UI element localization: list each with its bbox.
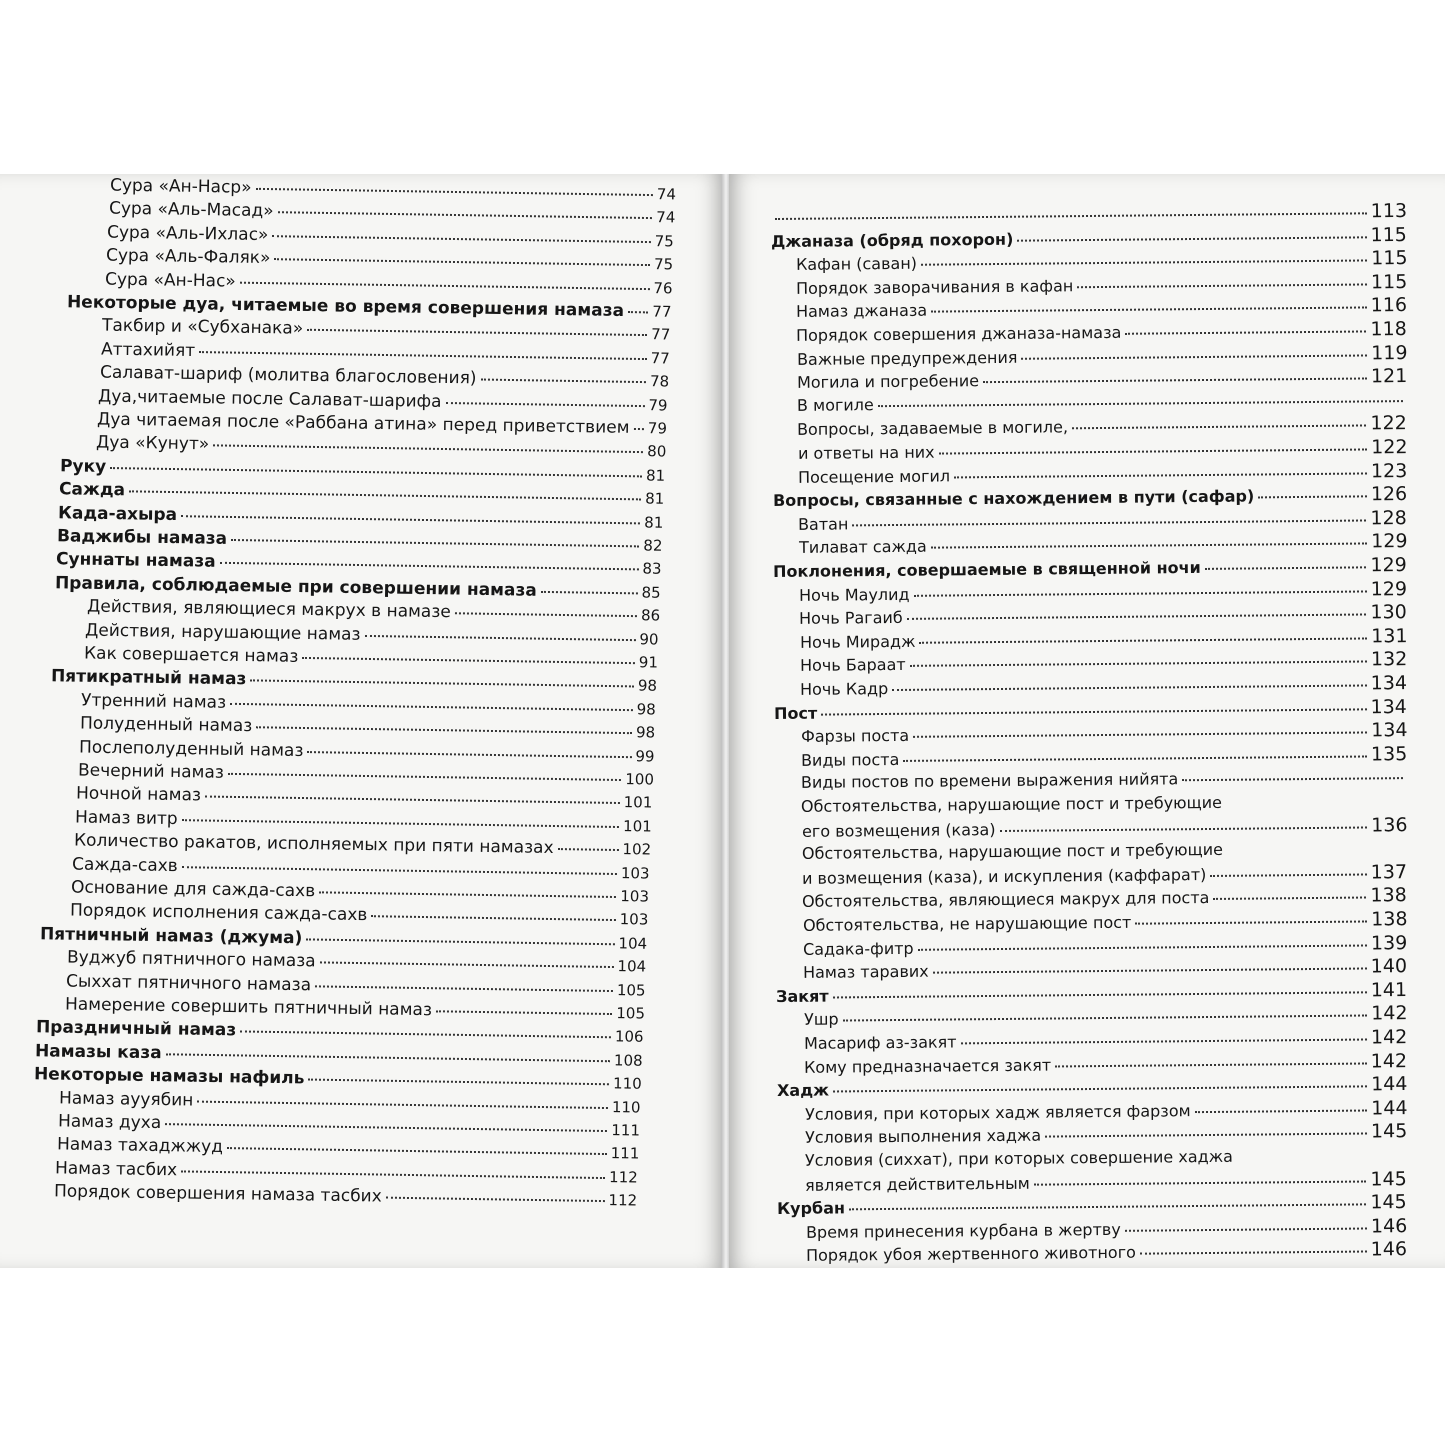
- toc-entry-page: 139: [1370, 931, 1408, 955]
- toc-entry-title: Намаз таравих: [802, 961, 929, 983]
- toc-leader-dots: [1126, 330, 1367, 334]
- toc-leader-dots: [480, 379, 646, 384]
- toc-entry-title: Вуджуб пятничного намаза: [66, 947, 316, 972]
- toc-leader-dots: [849, 1204, 1366, 1211]
- toc-leader-dots: [319, 891, 616, 898]
- toc-leader-dots: [1018, 236, 1367, 241]
- toc-leader-dots: [435, 1010, 611, 1015]
- toc-entry-title: Обстоятельства, нарушающие пост и требующие: [801, 840, 1223, 864]
- right-page: [729, 174, 1445, 1268]
- toc-entry-title: Сура «Ан-Нас»: [104, 269, 236, 292]
- toc-entry-page: 121: [1370, 365, 1408, 388]
- toc-leader-dots: [1210, 873, 1366, 877]
- toc-leader-dots: [315, 985, 613, 992]
- toc-entry-title: Тилават сажда: [798, 537, 927, 558]
- toc-entry-title: Пятикратный намаз: [50, 666, 247, 690]
- toc-entry-title: Ночной намаз: [76, 783, 202, 806]
- toc-entry-title: Порядок совершения джаназа-намаза: [796, 322, 1122, 345]
- toc-entry-title: Условия выполнения хаджа: [804, 1126, 1041, 1148]
- toc-leader-dots: [230, 703, 633, 711]
- toc-entry-title: является действительным: [805, 1173, 1031, 1195]
- toc-entry-page: 115: [1370, 247, 1408, 270]
- toc-leader-dots: [307, 751, 631, 758]
- toc-leader-dots: [386, 1197, 605, 1202]
- toc-leader-dots: [842, 1015, 1367, 1022]
- toc-entry-page: 103: [620, 887, 650, 906]
- toc-entry-title: Действия, нарушающие намаз: [85, 620, 362, 645]
- toc-entry-title: Посещение могил: [797, 466, 950, 487]
- toc-entry-title: В могиле: [796, 394, 874, 415]
- toc-leader-dots: [371, 916, 615, 922]
- toc-leader-dots: [250, 680, 634, 688]
- toc-entry-page: 105: [616, 980, 646, 1000]
- toc-entry-title: Суннаты намаза: [55, 549, 216, 573]
- toc-leader-dots: [256, 188, 653, 196]
- toc-leader-dots: [446, 402, 645, 407]
- toc-leader-dots: [227, 1147, 607, 1155]
- toc-entry-page: 82: [643, 536, 663, 555]
- toc-leader-dots: [633, 428, 643, 430]
- toc-leader-dots: [1045, 1133, 1367, 1138]
- toc-leader-dots: [181, 515, 640, 524]
- toc-leader-dots: [921, 260, 1367, 266]
- toc-entry-page: 106: [614, 1027, 644, 1047]
- left-toc: [0, 174, 723, 1268]
- toc-leader-dots: [1072, 425, 1366, 430]
- toc-entry-title: Руку: [59, 456, 107, 477]
- toc-entry-title: Условия (сиххат), при которых совершение хаджа: [804, 1146, 1233, 1170]
- left-page: [0, 174, 723, 1268]
- toc-entry-page: 122: [1370, 412, 1408, 435]
- toc-entry-title: Порядок заворачивания в кафан: [795, 276, 1074, 298]
- toc-entry-page: 110: [612, 1097, 641, 1117]
- toc-entry-title: Некоторые намазы нафиль: [33, 1064, 305, 1089]
- toc-leader-dots: [256, 726, 632, 734]
- toc-leader-dots: [1077, 283, 1367, 288]
- toc-entry-page: 77: [651, 325, 671, 344]
- toc-entry-page: 77: [650, 348, 670, 368]
- toc-entry-page: 79: [647, 419, 668, 438]
- toc-entry-title: Дуа «Кунут»: [95, 432, 210, 455]
- toc-entry-title: Утренний намаз: [81, 690, 227, 713]
- toc-leader-dots: [909, 661, 1366, 667]
- toc-entry-page: 102: [621, 840, 651, 859]
- toc-entry-title: Праздничный намаз: [35, 1017, 237, 1041]
- toc-entry-title: Такбир и «Субханака»: [102, 315, 304, 340]
- toc-entry-page: 130: [1370, 601, 1408, 624]
- toc-entry-title: Ночь Кадр: [799, 679, 889, 699]
- toc-entry-page: 134: [1370, 672, 1408, 695]
- toc-entry-title: Намаз духа: [57, 1111, 162, 1134]
- toc-leader-dots: [306, 938, 614, 945]
- toc-entry-title: Намаз тасбих: [55, 1158, 178, 1181]
- toc-leader-dots: [983, 378, 1367, 384]
- toc-leader-dots: [960, 1038, 1366, 1044]
- toc-leader-dots: [821, 708, 1366, 715]
- toc-entry-page: 104: [617, 957, 647, 976]
- toc-entry-page: 146: [1370, 1214, 1408, 1238]
- toc-entry-title: Основание для сажда-сахв: [70, 877, 316, 902]
- toc-entry-title: Важные предупреждения: [796, 347, 1018, 369]
- toc-leader-dots: [454, 612, 636, 617]
- toc-entry: [806, 1238, 1407, 1268]
- toc-entry-title: Ночь Рагаиб: [799, 608, 904, 629]
- toc-leader-dots: [1125, 1227, 1367, 1231]
- toc-entry-title: Салават-шариф (молитва благословения): [99, 362, 477, 389]
- toc-entry-title: Вечерний намаз: [77, 760, 224, 783]
- toc-entry-page: 142: [1370, 1026, 1408, 1049]
- toc-entry-title: Послеполуденный намаз: [78, 737, 304, 761]
- toc-entry-page: 146: [1370, 1238, 1408, 1261]
- toc-entry-page: 131: [1370, 624, 1408, 648]
- toc-leader-dots: [919, 637, 1367, 643]
- toc-entry-page: 103: [619, 910, 649, 929]
- toc-entry-page: 83: [642, 559, 662, 579]
- toc-leader-dots: [833, 991, 1367, 998]
- toc-entry-title: Действия, являющиеся макрух в намазе: [86, 596, 451, 623]
- toc-entry-page: 141: [1370, 978, 1408, 1002]
- toc-leader-dots: [775, 212, 1367, 220]
- toc-entry-title: Обстоятельства, являющиеся макрух для поста: [802, 888, 1210, 912]
- toc-entry-title: Ваджибы намаза: [56, 526, 228, 549]
- toc-entry-page: 116: [1370, 294, 1408, 317]
- toc-entry-title: Правила, соблюдаемые при совершении намаза: [54, 573, 537, 601]
- toc-entry-title: Садака-фитр: [802, 938, 914, 959]
- toc-entry-page: 90: [639, 629, 659, 649]
- toc-entry-title: Пятничный намаз (джума): [39, 924, 303, 949]
- toc-entry-title: Дуа,читаемые после Салават-шарифа: [98, 386, 442, 412]
- toc-entry-page: 140: [1370, 955, 1408, 978]
- toc-leader-dots: [892, 684, 1367, 691]
- toc-leader-dots: [903, 755, 1367, 761]
- toc-entry-title: Намаз джаназа: [795, 301, 928, 322]
- toc-entry-title: Виды поста: [800, 749, 900, 770]
- toc-leader-dots: [129, 491, 641, 501]
- toc-leader-dots: [853, 519, 1367, 526]
- toc-entry-page: 111: [611, 1121, 641, 1140]
- toc-entry-title: Пост: [774, 703, 818, 723]
- toc-entry-page: 115: [1370, 223, 1408, 246]
- toc-entry-title: Када-ахыра: [57, 502, 178, 525]
- toc-leader-dots: [541, 591, 638, 595]
- toc-entry-title: Ночь Мирадж: [799, 631, 916, 652]
- toc-leader-dots: [1021, 354, 1367, 359]
- toc-entry-title: Ватан: [798, 514, 849, 534]
- toc-entry-page: 75: [654, 231, 675, 251]
- toc-entry-page: 145: [1370, 1191, 1408, 1214]
- toc-leader-dots: [833, 1086, 1367, 1093]
- toc-entry-title: Дуа читаемая после «Раббана атина» перед приветствием: [96, 409, 630, 438]
- toc-leader-dots: [213, 445, 643, 454]
- toc-entry-title: Порядок исполнения сажда-сахв: [69, 900, 368, 926]
- toc-leader-dots: [914, 590, 1367, 596]
- toc-entry-title: Сажда: [58, 479, 126, 501]
- toc-entry-page: 129: [1370, 530, 1408, 553]
- toc-entry-title: Сура «Аль-Ихлас»: [107, 222, 269, 245]
- toc-entry-page: 112: [608, 1191, 638, 1210]
- toc-entry-page: 101: [622, 816, 652, 836]
- toc-leader-dots: [628, 311, 648, 313]
- toc-leader-dots: [930, 543, 1366, 549]
- toc-leader-dots: [1055, 1062, 1367, 1067]
- toc-leader-dots: [931, 307, 1367, 313]
- toc-entry-page: 137: [1370, 860, 1408, 884]
- toc-entry-title: Ушр: [803, 1009, 839, 1030]
- toc-entry-page: 115: [1370, 270, 1408, 294]
- toc-leader-dots: [938, 448, 1367, 454]
- toc-entry-title: Сура «Аль-Масад»: [108, 198, 274, 222]
- toc-entry-title: Намаз витр: [74, 807, 178, 829]
- toc-entry-title: его возмещения (каза): [801, 819, 996, 841]
- toc-leader-dots: [182, 819, 619, 828]
- toc-leader-dots: [240, 1031, 611, 1039]
- toc-entry-title: Ночь Бараат: [799, 655, 906, 676]
- toc-entry-page: 78: [649, 372, 669, 391]
- toc-leader-dots: [320, 962, 614, 969]
- toc-entry-page: 77: [652, 302, 672, 321]
- toc-entry-title: Кому предназначается закят: [803, 1055, 1052, 1077]
- toc-entry-page: 108: [613, 1051, 643, 1070]
- toc-entry-page: 81: [645, 466, 666, 485]
- toc-leader-dots: [878, 400, 1403, 407]
- toc-entry-title: Закят: [775, 986, 829, 1006]
- toc-leader-dots: [365, 634, 636, 640]
- toc-leader-dots: [273, 235, 651, 243]
- toc-leader-dots: [166, 1053, 610, 1062]
- toc-entry-page: 145: [1370, 1167, 1408, 1191]
- toc-entry-title: Ночь Маулид: [798, 584, 910, 605]
- toc-leader-dots: [227, 773, 620, 781]
- toc-entry-page: 100: [624, 770, 654, 789]
- toc-entry-page: 98: [637, 676, 658, 696]
- toc-entry-title: Поклонения, совершаемые в священной ночи: [773, 557, 1202, 582]
- toc-entry-page: 80: [646, 442, 667, 461]
- toc-entry-page: 134: [1370, 695, 1408, 718]
- toc-entry-page: 81: [645, 489, 665, 508]
- toc-leader-dots: [198, 1100, 609, 1108]
- toc-entry-title: Намерение совершить пятничный намаз: [64, 994, 432, 1021]
- toc-leader-dots: [1194, 1109, 1367, 1113]
- toc-entry-title: Аттахийят: [100, 339, 196, 361]
- toc-leader-dots: [182, 866, 617, 875]
- toc-entry-page: 135: [1370, 742, 1408, 766]
- toc-entry-page: 91: [638, 653, 659, 672]
- toc-entry-page: 85: [641, 583, 661, 602]
- toc-leader-dots: [110, 467, 642, 477]
- toc-entry-title: Полуденный намаз: [79, 713, 253, 737]
- toc-entry-page: 136: [1370, 813, 1408, 837]
- toc-entry-page: 138: [1370, 908, 1408, 931]
- toc-entry-page: 132: [1370, 648, 1408, 671]
- toc-entry-page: 98: [636, 700, 657, 719]
- toc-leader-dots: [1258, 496, 1367, 499]
- toc-entry-page: 74: [656, 185, 677, 204]
- toc-entry-page: 99: [635, 746, 655, 766]
- toc-leader-dots: [182, 1170, 606, 1179]
- toc-entry-page: 119: [1370, 341, 1408, 365]
- right-toc: [729, 174, 1445, 1268]
- toc-entry-page: 142: [1370, 1049, 1408, 1073]
- toc-leader-dots: [1135, 920, 1367, 924]
- toc-entry-title: и ответы на них: [797, 442, 935, 463]
- toc-entry-page: 105: [615, 1004, 645, 1023]
- toc-leader-dots: [1237, 1157, 1403, 1159]
- toc-entry-page: 74: [655, 208, 676, 227]
- toc-entry-page: 110: [612, 1074, 642, 1093]
- toc-leader-dots: [231, 539, 639, 547]
- toc-leader-dots: [999, 826, 1367, 832]
- toc-entry-title: Обстоятельства, не нарушающие пост: [802, 912, 1131, 935]
- toc-leader-dots: [954, 472, 1367, 478]
- toc-leader-dots: [307, 329, 647, 336]
- toc-entry-page: 129: [1370, 553, 1408, 577]
- toc-entry-page: 86: [640, 606, 660, 625]
- toc-entry-page: 81: [644, 513, 664, 532]
- toc-entry-title: и возмещения (каза), и искупления (каффарат): [801, 864, 1207, 888]
- toc-entry-page: 144: [1370, 1073, 1408, 1096]
- toc-entry-page: 104: [618, 934, 648, 953]
- toc-entry-title: Вопросы, связанные с нахождением в пути (сафар): [772, 486, 1255, 511]
- toc-entry-page: 112: [609, 1167, 639, 1187]
- toc-entry-page: 98: [636, 723, 656, 742]
- toc-entry-page: 111: [610, 1144, 640, 1163]
- toc-entry-title: Джаназа (обряд похорон): [771, 229, 1014, 251]
- toc-leader-dots: [933, 968, 1367, 974]
- toc-entry-title: Намазы каза: [34, 1041, 162, 1064]
- toc-leader-dots: [1034, 1180, 1367, 1185]
- toc-leader-dots: [1227, 850, 1403, 852]
- toc-entry-page: 76: [653, 278, 673, 298]
- toc-entry-title: Фарзы поста: [800, 726, 909, 747]
- toc-leader-dots: [1140, 1251, 1367, 1255]
- toc-entry-title: Как совершается намаз: [83, 643, 299, 667]
- toc-entry-page: 145: [1370, 1120, 1408, 1143]
- toc-leader-dots: [907, 614, 1367, 620]
- toc-entry-page: 113: [1370, 199, 1408, 223]
- toc-entry-title: Могила и погребение: [796, 371, 979, 393]
- toc-entry-title: Обстоятельства, нарушающие пост и требующие: [801, 792, 1223, 816]
- toc-leader-dots: [277, 212, 652, 220]
- toc-entry-page: 142: [1370, 1002, 1408, 1025]
- toc-leader-dots: [240, 281, 650, 289]
- toc-entry-title: Виды постов по времени выражения нийята: [800, 769, 1179, 793]
- toc-entry-title: Порядок совершения намаза тасбих: [53, 1181, 382, 1207]
- toc-entry-page: 75: [654, 255, 674, 274]
- toc-entry-title: Некоторые дуа, читаемые во время совершения намаза: [66, 292, 625, 322]
- toc-entry-page: 126: [1370, 483, 1408, 506]
- toc-leader-dots: [308, 1079, 609, 1086]
- toc-leader-dots: [1226, 803, 1403, 805]
- toc-entry-title: Сура «Аль-Фаляк»: [105, 245, 271, 269]
- toc-entry-page: 128: [1370, 506, 1408, 530]
- toc-entry-title: Время принесения курбана в жертву: [805, 1219, 1121, 1242]
- toc-entry-title: Намаз аууябин: [59, 1088, 194, 1111]
- toc-leader-dots: [199, 351, 647, 360]
- toc-entry-title: Условия, при которых хадж является фарзом: [804, 1100, 1191, 1124]
- toc-entry-page: 101: [623, 793, 653, 812]
- toc-entry-title: Намаз тахаджжуд: [56, 1134, 223, 1158]
- toc-entry-title: Сажда-сахв: [72, 854, 179, 876]
- toc-leader-dots: [165, 1123, 607, 1132]
- toc-leader-dots: [1214, 897, 1367, 900]
- toc-entry-title: Порядок убоя жертвенного животного: [805, 1243, 1136, 1266]
- toc-entry-page: 129: [1370, 577, 1408, 601]
- toc-entry-title: Кафан (саван): [795, 253, 917, 275]
- toc-entry-page: 103: [621, 863, 650, 883]
- toc-entry-page: 123: [1370, 459, 1408, 483]
- toc-entry-title: Курбан: [777, 1198, 846, 1219]
- toc-leader-dots: [274, 258, 650, 266]
- toc-entry-page: 79: [648, 395, 668, 415]
- toc-entry-page: 118: [1370, 318, 1408, 341]
- toc-entry-title: Сура «Ан-Наср»: [109, 175, 252, 198]
- toc-entry-title: Хадж: [776, 1080, 829, 1101]
- toc-leader-dots: [1182, 778, 1403, 782]
- toc-leader-dots: [557, 848, 618, 851]
- toc-leader-dots: [917, 944, 1366, 950]
- toc-leader-dots: [1205, 566, 1367, 570]
- toc-leader-dots: [220, 562, 639, 571]
- toc-entry-title: Сыххат пятничного намаза: [65, 971, 312, 995]
- toc-leader-dots: [913, 732, 1367, 738]
- toc-leader-dots: [302, 657, 635, 664]
- toc-entry-page: 122: [1370, 436, 1408, 459]
- toc-entry-page: 138: [1370, 884, 1408, 907]
- toc-entry-page: 144: [1370, 1096, 1408, 1120]
- toc-entry-title: Количество ракатов, исполняемых при пяти намазах: [73, 830, 554, 859]
- toc-leader-dots: [205, 796, 620, 805]
- toc-entry-page: 134: [1370, 719, 1408, 742]
- toc-entry-title: Вопросы, задаваемые в могиле,: [797, 417, 1069, 440]
- toc-entry-title: Масариф аз-закят: [803, 1032, 957, 1053]
